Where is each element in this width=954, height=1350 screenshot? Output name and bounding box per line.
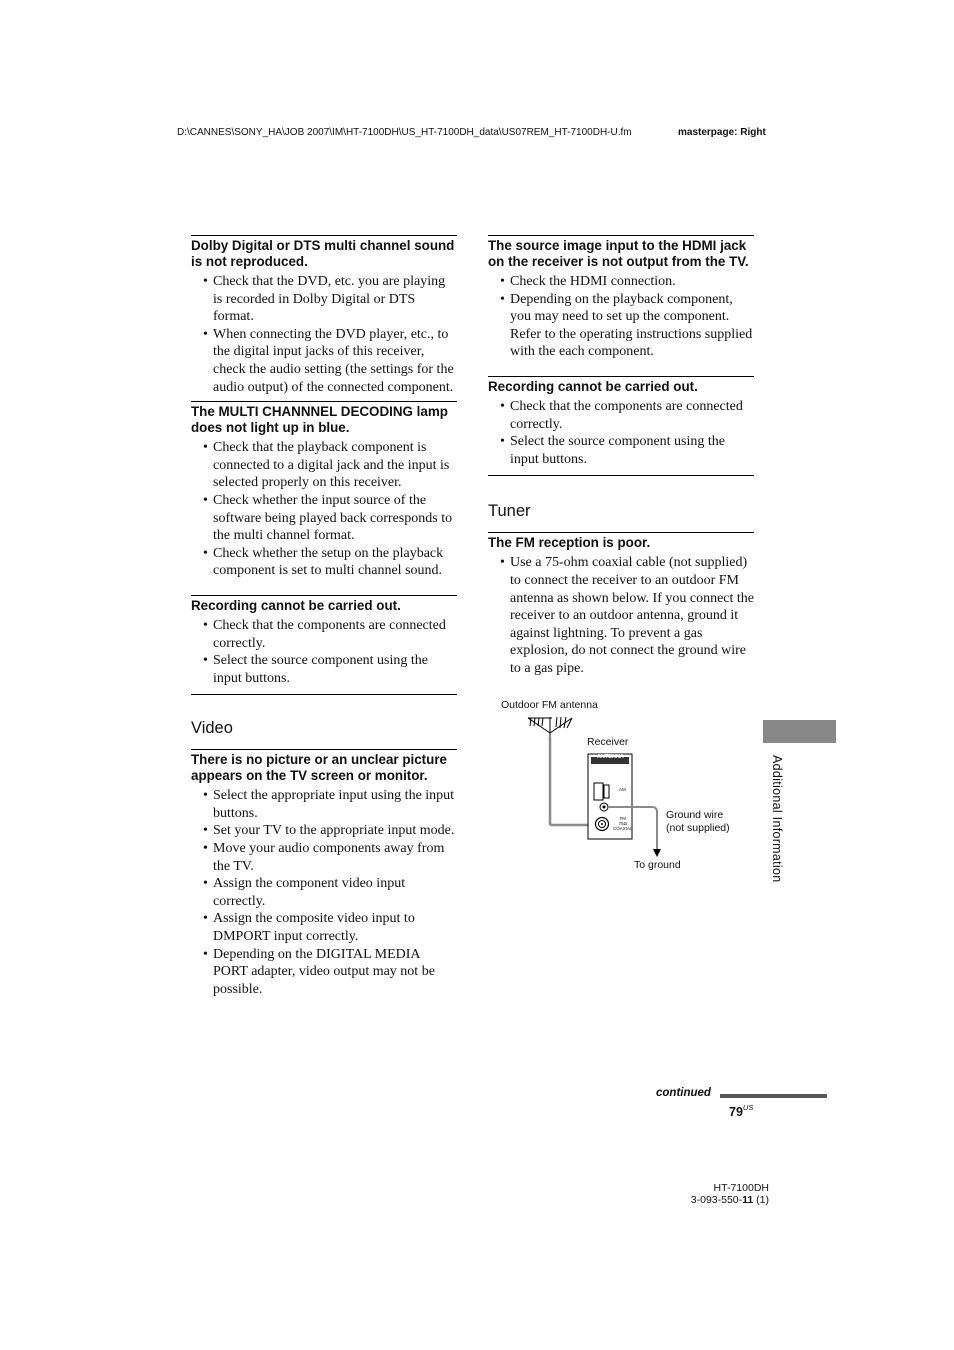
section-title: Dolby Digital or DTS multi channel sound is not reproduced. xyxy=(191,238,455,269)
footer-code: 3-093-550-11 (1) xyxy=(690,1194,769,1206)
ground-arrow-icon xyxy=(653,849,661,857)
section-title: The MULTI CHANNNEL DECODING lamp does not light up in blue. xyxy=(191,404,448,436)
bullet-item: • Select the appropriate input using the input buttons. xyxy=(213,787,457,822)
bullet-list xyxy=(191,273,457,396)
bullet-list xyxy=(488,273,754,361)
section-fm-reception xyxy=(488,532,754,677)
section-recording-right xyxy=(488,376,754,468)
section-divider xyxy=(191,694,457,695)
fm-terminal-label: FM 75Ω COAXIAL xyxy=(613,816,633,831)
footer-model: HT-7100DH xyxy=(713,1182,769,1194)
bullet-item: • Select the source component using the input buttons. xyxy=(510,433,754,468)
antenna-label: Outdoor FM antenna xyxy=(501,699,598,711)
receiver-label: Receiver xyxy=(587,736,629,748)
fm-antenna-diagram xyxy=(495,697,765,877)
continued-label: continued xyxy=(656,1087,711,1099)
video-heading: Video xyxy=(191,719,233,738)
bullet-list xyxy=(488,398,754,468)
bullet-item: • Depending on the DIGITAL MEDIA PORT adapter, video output may not be possible. xyxy=(213,946,457,999)
bullet-item: • Depending on the playback component, you may need to set up the component. Refer to the operating instructions supplied with the each component. xyxy=(510,291,754,361)
diagram-drawing xyxy=(495,697,765,877)
bullet-item: • Set your TV to the appropriate input mode. xyxy=(213,822,457,840)
am-terminal-label: AM xyxy=(619,787,626,792)
bullet-item: • Check that the components are connected correctly. xyxy=(213,617,457,652)
bullet-item: • When connecting the DVD player, etc., to the digital input jacks of this receiver, check the audio setting (the settings for the audio output) of the connected component. xyxy=(213,326,457,396)
footer-model-code xyxy=(683,1182,769,1206)
continued-bar xyxy=(720,1094,827,1098)
section-hdmi xyxy=(488,235,754,361)
section-dolby-dts xyxy=(191,235,457,396)
header-file-path: D:\CANNES\SONY_HA\JOB 2007\IM\HT-7100DH\US_HT-7100DH_data\US07REM_HT-7100DH-U.fm xyxy=(177,127,632,138)
bullet-item: • Check the HDMI connection. xyxy=(510,273,754,291)
bullet-item: • Select the source component using the input buttons. xyxy=(213,652,457,687)
bullet-list xyxy=(191,439,457,580)
to-ground-label: To ground xyxy=(634,859,681,871)
tuner-heading: Tuner xyxy=(488,502,531,521)
bullet-item: • Check whether the input source of the software being played back corresponds to the multi channel format. xyxy=(213,492,457,545)
section-recording xyxy=(191,595,457,687)
section-title: There is no picture or an unclear picture appears on the TV screen or monitor. xyxy=(191,752,447,784)
bullet-item: • Assign the composite video input to DMPORT input correctly. xyxy=(213,910,457,945)
section-title: The source image input to the HDMI jack on the receiver is not output from the TV. xyxy=(488,238,749,269)
ground-wire-label: Ground wire (not supplied) xyxy=(666,809,730,834)
bullet-list xyxy=(488,554,754,677)
section-multi-channel-lamp xyxy=(191,401,457,580)
bullet-list xyxy=(191,787,457,998)
thumb-tab xyxy=(763,720,836,743)
right-column xyxy=(488,235,754,678)
section-divider xyxy=(488,475,754,476)
antenna-panel-label: ANTENNA xyxy=(597,754,624,760)
section-title: Recording cannot be carried out. xyxy=(191,597,401,613)
page-number: $79^{US}$ xyxy=(729,1103,754,1119)
header-masterpage: masterpage: Right xyxy=(678,127,766,138)
antenna-icon xyxy=(528,717,572,737)
left-column xyxy=(191,235,457,998)
bullet-item: • Check that the playback component is connected to a digital jack and the input is selected properly on this receiver. xyxy=(213,439,457,492)
bullet-item: • Move your audio components away from the TV. xyxy=(213,840,457,875)
section-title: The FM reception is poor. xyxy=(488,535,651,551)
bullet-item: • Check that the DVD, etc. you are playing is recorded in Dolby Digital or DTS format. xyxy=(213,273,457,326)
side-section-label: Additional Information xyxy=(770,755,784,883)
bullet-item: • Assign the component video input correctly. xyxy=(213,875,457,910)
bullet-item: • Check that the components are connected correctly. xyxy=(510,398,754,433)
section-no-picture xyxy=(191,749,457,998)
section-title: Recording cannot be carried out. xyxy=(488,378,698,394)
bullet-item: • Check whether the setup on the playback component is set to multi channel sound. xyxy=(213,545,457,580)
bullet-list xyxy=(191,617,457,687)
bullet-item: • Use a 75-ohm coaxial cable (not supplied) to connect the receiver to an outdoor FM antenna as shown below. If you connect the receiver to an outdoor antenna, ground it against lightning. To prevent a gas explosion, do not connect the ground wire to a gas pipe. xyxy=(510,554,754,677)
